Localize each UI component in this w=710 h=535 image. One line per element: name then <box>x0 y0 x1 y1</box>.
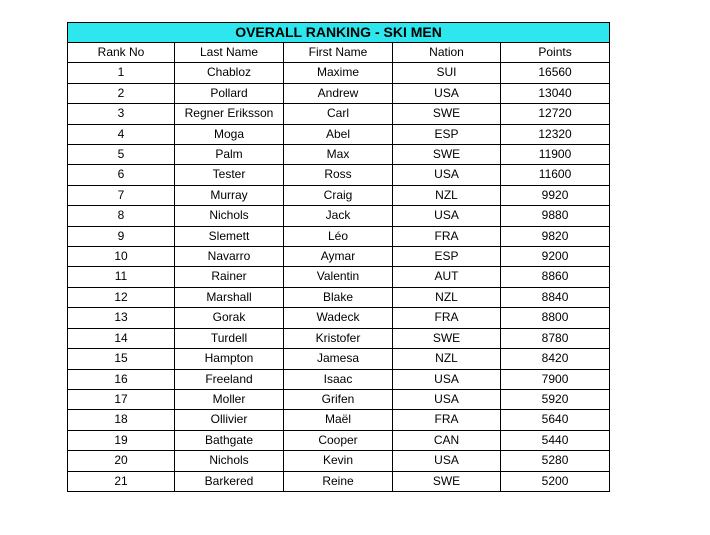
nation-cell: SWE <box>393 471 501 491</box>
nation-cell: NZL <box>393 185 501 205</box>
table-row <box>68 471 610 491</box>
table-row <box>68 328 610 348</box>
points-cell: 12720 <box>501 104 610 124</box>
first-name-cell: Max <box>284 145 393 165</box>
first-name-cell: Kevin <box>284 451 393 471</box>
table-row <box>68 247 610 267</box>
table-row <box>68 451 610 471</box>
points-cell: 5200 <box>501 471 610 491</box>
points-cell: 5920 <box>501 389 610 409</box>
last-name-cell: Gorak <box>175 308 284 328</box>
last-name-cell: Turdell <box>175 328 284 348</box>
table-row <box>68 206 610 226</box>
rank-cell: 8 <box>68 206 175 226</box>
nation-cell: SWE <box>393 104 501 124</box>
nation-cell: FRA <box>393 308 501 328</box>
nation-cell: FRA <box>393 226 501 246</box>
points-cell: 9820 <box>501 226 610 246</box>
first-name-cell: Craig <box>284 185 393 205</box>
table-title: OVERALL RANKING - SKI MEN <box>68 23 610 43</box>
column-header-last-name: Last Name <box>175 43 284 63</box>
rank-cell: 14 <box>68 328 175 348</box>
points-cell: 5440 <box>501 430 610 450</box>
column-header-first-name: First Name <box>284 43 393 63</box>
nation-cell: NZL <box>393 349 501 369</box>
table-row <box>68 104 610 124</box>
points-cell: 7900 <box>501 369 610 389</box>
table-row <box>68 185 610 205</box>
first-name-cell: Blake <box>284 287 393 307</box>
ranking-table <box>67 22 610 492</box>
last-name-cell: Nichols <box>175 451 284 471</box>
rank-cell: 2 <box>68 83 175 103</box>
rank-cell: 16 <box>68 369 175 389</box>
points-cell: 16560 <box>501 63 610 83</box>
first-name-cell: Maxime <box>284 63 393 83</box>
rank-cell: 11 <box>68 267 175 287</box>
table-row <box>68 430 610 450</box>
last-name-cell: Regner Eriksson <box>175 104 284 124</box>
first-name-cell: Reine <box>284 471 393 491</box>
table-row <box>68 349 610 369</box>
first-name-cell: Cooper <box>284 430 393 450</box>
last-name-cell: Marshall <box>175 287 284 307</box>
points-cell: 8800 <box>501 308 610 328</box>
table-row <box>68 369 610 389</box>
nation-cell: USA <box>393 369 501 389</box>
first-name-cell: Andrew <box>284 83 393 103</box>
nation-cell: USA <box>393 83 501 103</box>
table-row <box>68 287 610 307</box>
rank-cell: 4 <box>68 124 175 144</box>
table-row <box>68 267 610 287</box>
nation-cell: USA <box>393 451 501 471</box>
last-name-cell: Freeland <box>175 369 284 389</box>
rank-cell: 19 <box>68 430 175 450</box>
table-row <box>68 165 610 185</box>
nation-cell: SWE <box>393 145 501 165</box>
points-cell: 11900 <box>501 145 610 165</box>
rank-cell: 5 <box>68 145 175 165</box>
last-name-cell: Bathgate <box>175 430 284 450</box>
rank-cell: 13 <box>68 308 175 328</box>
table-row <box>68 63 610 83</box>
last-name-cell: Barkered <box>175 471 284 491</box>
first-name-cell: Carl <box>284 104 393 124</box>
last-name-cell: Moller <box>175 389 284 409</box>
points-cell: 12320 <box>501 124 610 144</box>
points-cell: 5640 <box>501 410 610 430</box>
table-row <box>68 145 610 165</box>
first-name-cell: Aymar <box>284 247 393 267</box>
first-name-cell: Isaac <box>284 369 393 389</box>
rank-cell: 21 <box>68 471 175 491</box>
last-name-cell: Navarro <box>175 247 284 267</box>
first-name-cell: Jamesa <box>284 349 393 369</box>
last-name-cell: Chabloz <box>175 63 284 83</box>
table-row <box>68 226 610 246</box>
nation-cell: AUT <box>393 267 501 287</box>
first-name-cell: Wadeck <box>284 308 393 328</box>
rank-cell: 17 <box>68 389 175 409</box>
first-name-cell: Valentin <box>284 267 393 287</box>
first-name-cell: Jack <box>284 206 393 226</box>
last-name-cell: Hampton <box>175 349 284 369</box>
first-name-cell: Léo <box>284 226 393 246</box>
last-name-cell: Pollard <box>175 83 284 103</box>
table-row <box>68 410 610 430</box>
points-cell: 8780 <box>501 328 610 348</box>
rank-cell: 6 <box>68 165 175 185</box>
rank-cell: 3 <box>68 104 175 124</box>
column-header-points: Points <box>501 43 610 63</box>
nation-cell: USA <box>393 165 501 185</box>
nation-cell: NZL <box>393 287 501 307</box>
table-body <box>68 63 610 492</box>
column-header-rank: Rank No <box>68 43 175 63</box>
last-name-cell: Tester <box>175 165 284 185</box>
points-cell: 9880 <box>501 206 610 226</box>
last-name-cell: Slemett <box>175 226 284 246</box>
points-cell: 8420 <box>501 349 610 369</box>
rank-cell: 18 <box>68 410 175 430</box>
column-header-nation: Nation <box>393 43 501 63</box>
points-cell: 9200 <box>501 247 610 267</box>
last-name-cell: Nichols <box>175 206 284 226</box>
last-name-cell: Murray <box>175 185 284 205</box>
nation-cell: FRA <box>393 410 501 430</box>
points-cell: 5280 <box>501 451 610 471</box>
first-name-cell: Kristofer <box>284 328 393 348</box>
header-row <box>68 43 610 63</box>
rank-cell: 10 <box>68 247 175 267</box>
first-name-cell: Abel <box>284 124 393 144</box>
rank-cell: 7 <box>68 185 175 205</box>
last-name-cell: Palm <box>175 145 284 165</box>
table-row <box>68 83 610 103</box>
title-row <box>68 23 610 43</box>
table-row <box>68 124 610 144</box>
nation-cell: ESP <box>393 124 501 144</box>
nation-cell: USA <box>393 206 501 226</box>
nation-cell: SUI <box>393 63 501 83</box>
nation-cell: USA <box>393 389 501 409</box>
points-cell: 8840 <box>501 287 610 307</box>
first-name-cell: Maël <box>284 410 393 430</box>
nation-cell: CAN <box>393 430 501 450</box>
nation-cell: ESP <box>393 247 501 267</box>
rank-cell: 20 <box>68 451 175 471</box>
points-cell: 9920 <box>501 185 610 205</box>
table-row <box>68 389 610 409</box>
rank-cell: 9 <box>68 226 175 246</box>
first-name-cell: Grifen <box>284 389 393 409</box>
last-name-cell: Rainer <box>175 267 284 287</box>
rank-cell: 12 <box>68 287 175 307</box>
rank-cell: 1 <box>68 63 175 83</box>
points-cell: 11600 <box>501 165 610 185</box>
points-cell: 13040 <box>501 83 610 103</box>
points-cell: 8860 <box>501 267 610 287</box>
last-name-cell: Moga <box>175 124 284 144</box>
table-row <box>68 308 610 328</box>
nation-cell: SWE <box>393 328 501 348</box>
first-name-cell: Ross <box>284 165 393 185</box>
last-name-cell: Ollivier <box>175 410 284 430</box>
rank-cell: 15 <box>68 349 175 369</box>
